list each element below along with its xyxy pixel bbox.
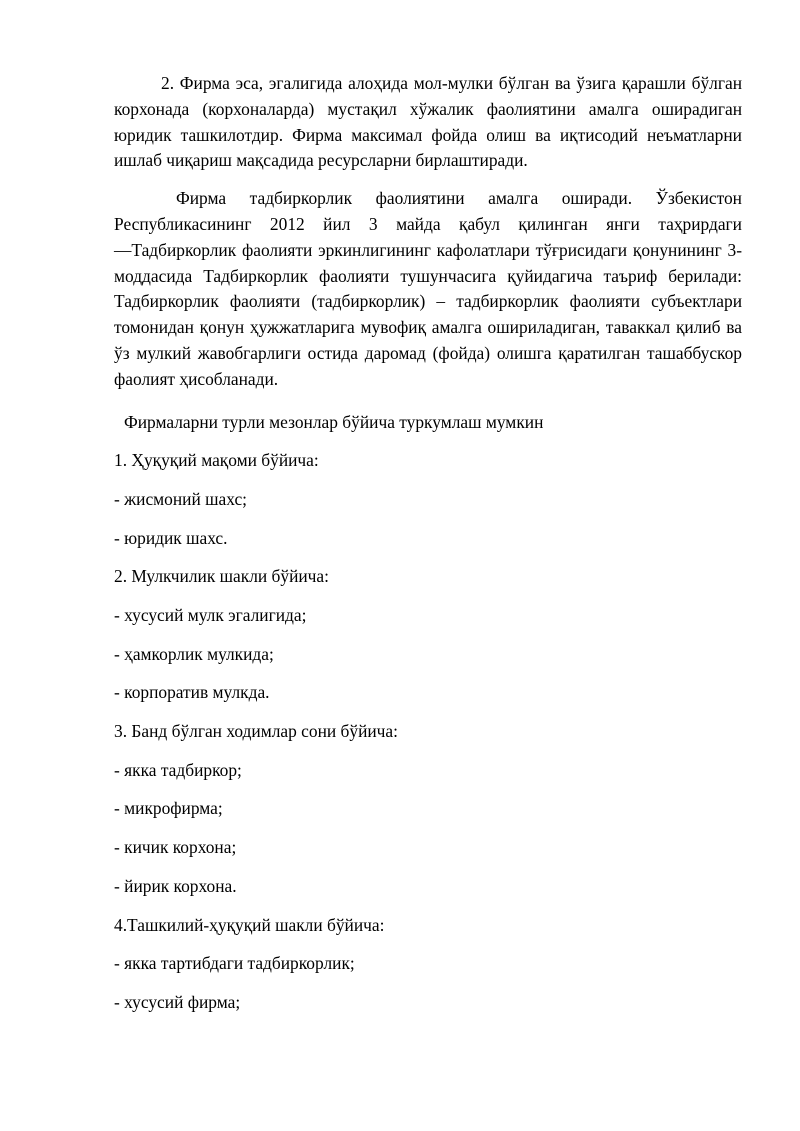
- list-item: - хусусий фирма;: [114, 991, 241, 1012]
- criterion-organizational-legal-form: 4.Ташкилий-ҳуқуқий шакли бўйича:: [114, 914, 385, 935]
- classification-heading: Фирмаларни турли мезонлар бўйича туркумлаш мумкин: [124, 411, 544, 432]
- document-body: [114, 71, 742, 1016]
- list-item: - юридик шахс.: [114, 527, 228, 548]
- list-item: - якка тартибдаги тадбиркорлик;: [114, 953, 355, 974]
- list-item: - микрофирма;: [114, 798, 223, 819]
- list-item: - жисмоний шахс;: [114, 488, 248, 509]
- paragraph-firm-definition: 2. Фирма эса, эгалигида алоҳида мол-мулки бўлган ва ўзига қарашли бўлган корхонада (корхоналарда) мустақил хўжалик фаолиятини амалга оширадиган юридик ташкилотдир. Фирма максимал фойда олиш ва иқтисодий неъматларни ишлаб чиқариш мақсадида ресурсларни бирлаштиради.: [114, 73, 742, 171]
- criterion-legal-status: 1. Ҳуқуқий мақоми бўйича:: [114, 450, 319, 471]
- list-item: - кичик корхона;: [114, 837, 237, 858]
- list-item: - хусусий мулк эгалигида;: [114, 605, 307, 625]
- criterion-employee-count: 3. Банд бўлган ходимлар сони бўйича:: [114, 721, 398, 742]
- list-item: - йирик корхона.: [114, 875, 237, 896]
- list-item: - якка тадбиркор;: [114, 759, 242, 780]
- list-item: - корпоратив мулкда.: [114, 682, 270, 703]
- criterion-ownership-form: 2. Мулкчилик шакли бўйича:: [114, 566, 329, 587]
- list-item: - ҳамкорлик мулкида;: [114, 643, 274, 664]
- paragraph-entrepreneurship: Фирма тадбиркорлик фаолиятини амалга оширади. Ўзбекистон Республикасининг 2012 йил 3 майда қабул қилинган янги таҳрирдаги ―Тадбиркорлик фаолияти эркинлигининг кафолатлари тўғрисидаги қонунининг 3-моддасида Тадбиркорлик фаолияти тушунчасига қуйидагича таъриф берилади: Тадбиркорлик фаолияти (тадбиркорлик) – тадбиркорлик фаолияти субъектлари томонидан қонун ҳужжатларига мувофиқ амалга ошириладиган, таваккал қилиб ва ўз мулкий жавобгарлиги остида даромад (фойда) олишга қаратилган ташаббускор фаолият ҳисобланади.: [114, 188, 742, 389]
